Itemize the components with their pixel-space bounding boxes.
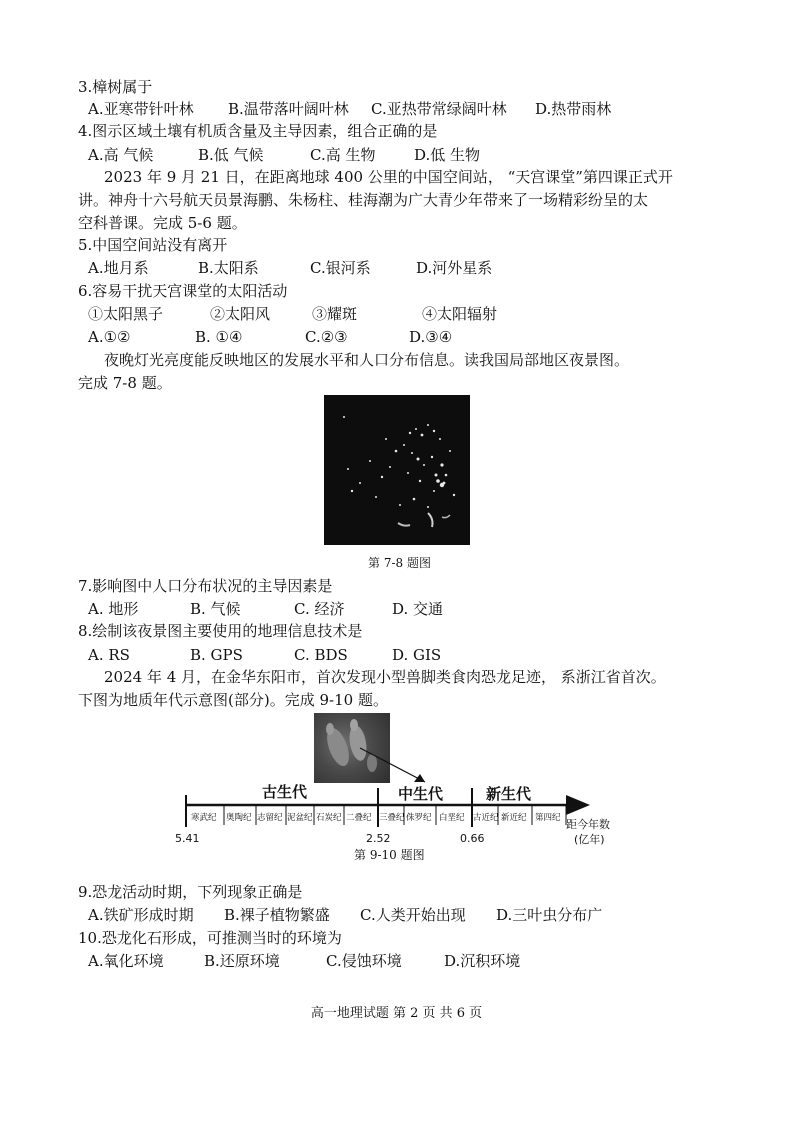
period-triassic: 三叠纪 xyxy=(379,813,405,823)
q10-option-b: B.还原环境 xyxy=(204,952,280,970)
q3-option-d: D.热带雨林 xyxy=(535,100,612,118)
timeline-arrowhead xyxy=(566,795,590,815)
q6-item-2: ②太阳风 xyxy=(210,305,271,323)
passage-5-6-line2: 讲。神舟十六号航天员景海鹏、朱杨柱、桂海潮为广大青少年带来了一场精彩纷呈的太 xyxy=(78,191,649,209)
q9-options xyxy=(88,904,602,926)
era-paleozoic: 古生代 xyxy=(262,783,308,801)
q5-option-c: C.银河系 xyxy=(310,259,371,277)
q10-option-c: C.侵蚀环境 xyxy=(326,952,402,970)
fossil-pointer-line xyxy=(360,748,425,782)
q6-option-a: A.①② xyxy=(88,328,131,346)
passage-7-8-line2: 完成 7-8 题。 xyxy=(78,374,172,392)
q9-option-a: A.铁矿形成时期 xyxy=(88,906,194,924)
q5-option-d: D.河外星系 xyxy=(416,259,493,277)
passage-9-10-line2: 下图为地质年代示意图(部分)。完成 9-10 题。 xyxy=(78,691,388,709)
tick-label-5.41: 5.41 xyxy=(175,832,200,845)
q7-stem: 7.影响图中人口分布状况的主导因素是 xyxy=(78,577,333,595)
figure-9-10-caption: 第 9-10 题图 xyxy=(354,848,425,862)
q9-option-b: B.裸子植物繁盛 xyxy=(224,906,330,924)
q3-option-b: B.温带落叶阔叶林 xyxy=(228,100,349,118)
tick-label-0.66: 0.66 xyxy=(460,832,485,845)
q4-option-c: C.高 生物 xyxy=(310,146,376,164)
period-paleogene: 古近纪 xyxy=(473,813,499,823)
q4-option-a: A.高 气候 xyxy=(88,146,154,164)
q8-option-d: D. GIS xyxy=(392,646,442,664)
period-quaternary: 第四纪 xyxy=(535,813,561,823)
period-neogene: 新近纪 xyxy=(501,813,527,823)
q7-option-a: A. 地形 xyxy=(88,600,139,618)
page-footer: 高一地理试题 第 2 页 共 6 页 xyxy=(310,1006,483,1021)
passage-7-8-line1: 夜晚灯光亮度能反映地区的发展水平和人口分布信息。读我国局部地区夜景图。 xyxy=(104,351,630,369)
q4-option-d: D.低 生物 xyxy=(414,146,481,164)
q8-stem: 8.绘制该夜景图主要使用的地理信息技术是 xyxy=(78,622,363,640)
q6-item-1: ①太阳黑子 xyxy=(88,305,164,323)
q8-option-c: C. BDS xyxy=(294,646,348,664)
q6-stem: 6.容易干扰天宫课堂的太阳活动 xyxy=(78,282,288,300)
period-ordovician: 奥陶纪 xyxy=(226,813,252,823)
q6-item-4: ④太阳辐射 xyxy=(422,305,498,323)
q8-option-b: B. GPS xyxy=(190,646,243,664)
q7-option-d: D. 交通 xyxy=(392,600,444,618)
period-carboniferous: 石炭纪 xyxy=(316,813,342,823)
fossil-pointer-arrowhead xyxy=(414,774,425,782)
q9-option-c: C.人类开始出现 xyxy=(360,906,466,924)
q7-option-c: C. 经济 xyxy=(294,600,345,618)
passage-5-6-line1: 2023 年 9 月 21 日，在距离地球 400 公里的中国空间站， “天宫课堂”第四课正式开 xyxy=(104,168,673,186)
q9-stem: 9.恐龙活动时期，下列现象正确是 xyxy=(78,883,303,901)
q6-option-c: C.②③ xyxy=(305,328,348,346)
q5-stem: 5.中国空间站没有离开 xyxy=(78,236,228,254)
q6-option-d: D.③④ xyxy=(409,328,453,346)
period-cambrian: 寒武纪 xyxy=(191,813,217,823)
q10-options xyxy=(88,950,520,972)
era-mesozoic: 中生代 xyxy=(398,785,444,803)
q8-option-a: A. RS xyxy=(88,646,130,664)
q10-option-d: D.沉积环境 xyxy=(444,952,521,970)
q3-option-a: A.亚寒带针叶林 xyxy=(88,100,194,118)
era-cenozoic: 新生代 xyxy=(486,785,532,803)
axis-label-unit: (亿年) xyxy=(574,833,605,846)
q3-stem: 3.樟树属于 xyxy=(78,78,153,96)
figure-7-8-caption: 第 7-8 题图 xyxy=(368,556,431,570)
q10-stem: 10.恐龙化石形成，可推测当时的环境为 xyxy=(78,929,342,947)
q7-option-b: B. 气候 xyxy=(190,600,241,618)
q5-option-a: A.地月系 xyxy=(88,259,149,277)
q4-stem: 4.图示区域土壤有机质含量及主导因素，组合正确的是 xyxy=(78,122,438,140)
q6-item-3: ③耀斑 xyxy=(312,305,358,323)
passage-9-10-line1: 2024 年 4 月，在金华东阳市，首次发现小型兽脚类食肉恐龙足迹， 系浙江省首次。 xyxy=(104,668,666,686)
q9-option-d: D.三叶虫分布广 xyxy=(496,906,603,924)
q6-option-b: B. ①④ xyxy=(195,328,243,346)
period-jurassic: 侏罗纪 xyxy=(406,813,432,823)
q3-option-c: C.亚热带常绿阔叶林 xyxy=(371,100,507,118)
q4-option-b: B.低 气候 xyxy=(198,146,264,164)
q10-option-a: A.氧化环境 xyxy=(88,952,164,970)
axis-label-years-ago: 距今年数 xyxy=(566,818,610,831)
q5-option-b: B.太阳系 xyxy=(198,259,259,277)
period-silurian: 志留纪 xyxy=(257,813,283,823)
passage-5-6-line3: 空科普课。完成 5-6 题。 xyxy=(78,214,247,232)
tick-label-2.52: 2.52 xyxy=(366,832,391,845)
period-permian: 二叠纪 xyxy=(346,813,372,823)
period-devonian: 泥盆纪 xyxy=(287,813,313,823)
period-cretaceous: 白垩纪 xyxy=(439,813,465,823)
